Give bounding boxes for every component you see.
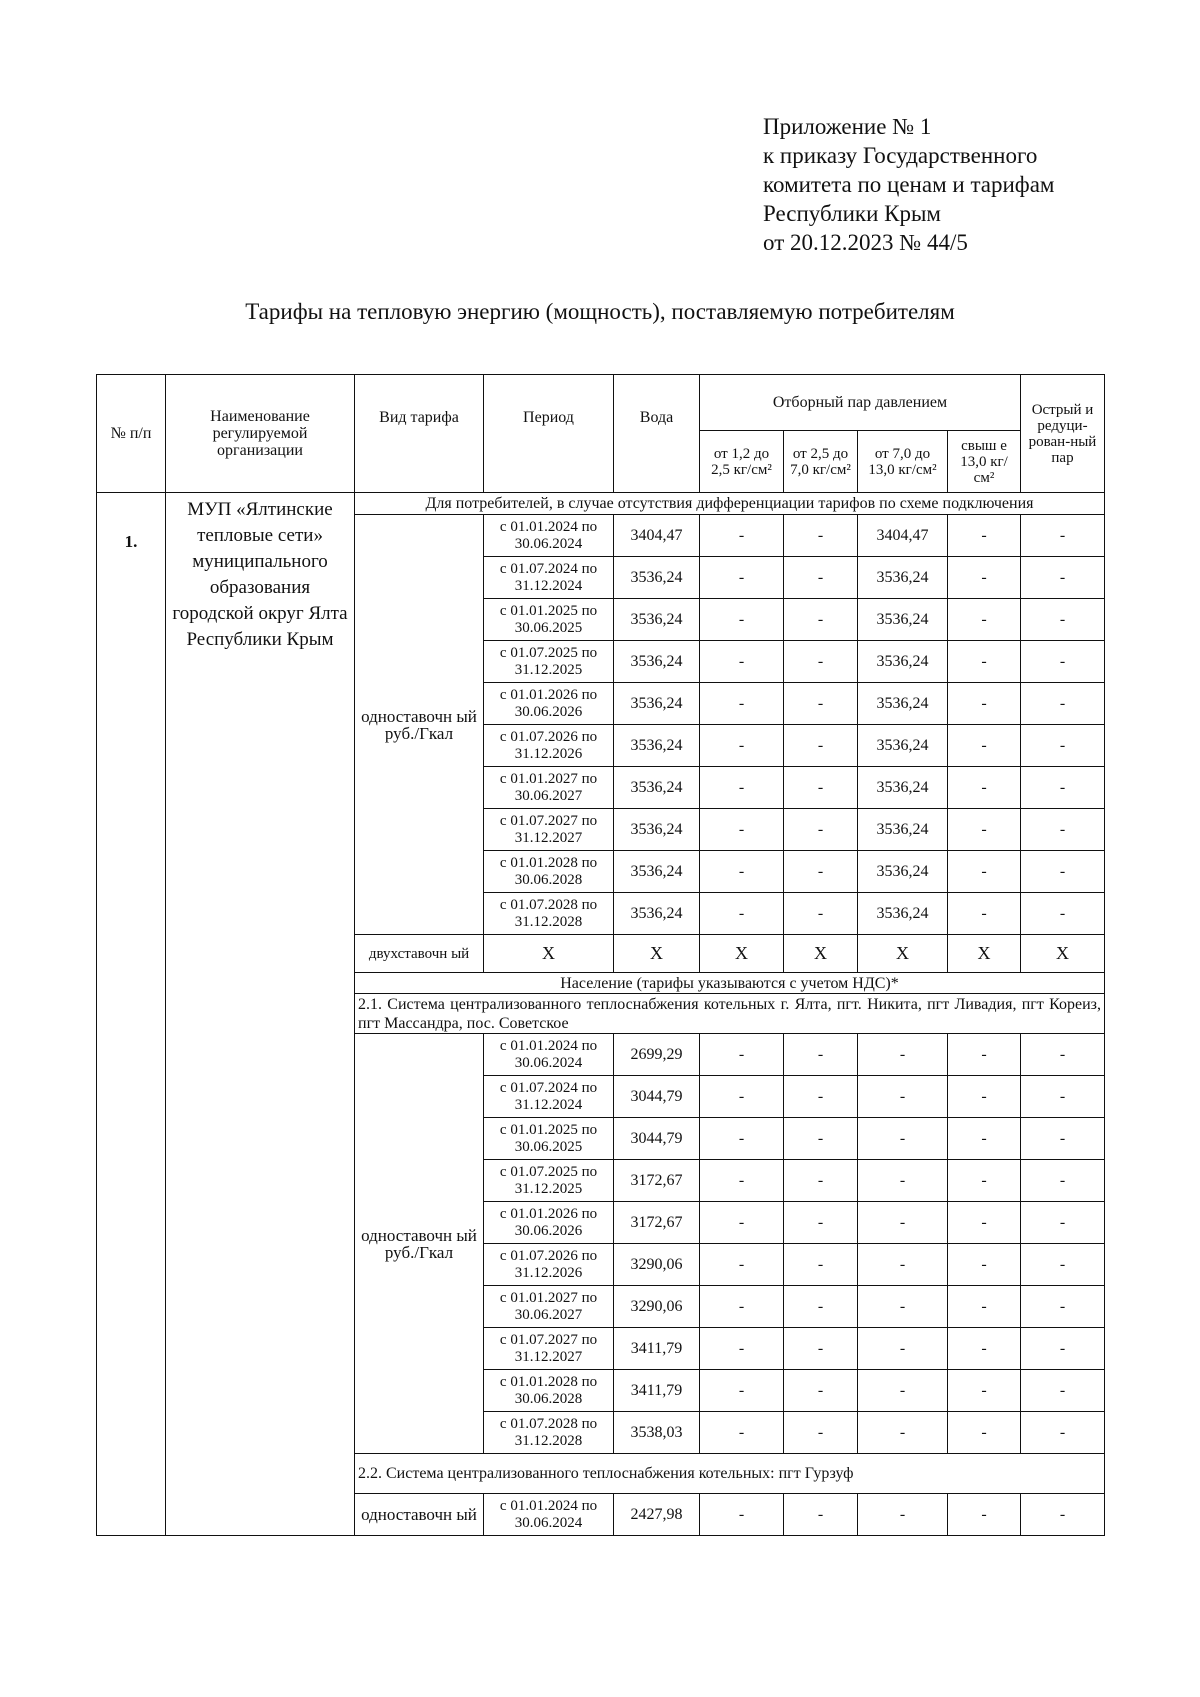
water-tariff-cell: 3044,79 — [614, 1118, 700, 1160]
water-tariff-cell: 3290,06 — [614, 1286, 700, 1328]
steam-tariff-cell: - — [700, 557, 784, 599]
period-cell: с 01.01.2024 по 30.06.2024 — [484, 1034, 614, 1076]
appendix-line: от 20.12.2023 № 44/5 — [763, 230, 968, 255]
steam-tariff-cell: - — [948, 725, 1021, 767]
water-tariff-cell: 3536,24 — [614, 599, 700, 641]
steam-tariff-cell: - — [1021, 1076, 1105, 1118]
section-heading-row — [97, 493, 1105, 515]
steam-tariff-cell: - — [948, 1034, 1021, 1076]
steam-tariff-cell: - — [948, 893, 1021, 935]
steam-tariff-cell: - — [948, 1370, 1021, 1412]
steam-tariff-cell: - — [700, 1202, 784, 1244]
appendix-line: Республики Крым — [763, 201, 941, 226]
steam-tariff-cell: - — [784, 599, 858, 641]
steam-tariff-cell: - — [1021, 1160, 1105, 1202]
header-steam-group: Отборный пар давлением — [700, 375, 1021, 431]
period-cell: с 01.01.2026 по 30.06.2026 — [484, 1202, 614, 1244]
steam-tariff-cell: - — [948, 1286, 1021, 1328]
steam-tariff-cell: - — [700, 767, 784, 809]
steam-tariff-cell: - — [1021, 851, 1105, 893]
water-tariff-cell: 3172,67 — [614, 1160, 700, 1202]
tariff-table — [96, 374, 1105, 1536]
not-applicable-cell: Х — [948, 935, 1021, 973]
header-org: Наименование регулируемой организации — [166, 375, 355, 493]
tariff-type-label: одноставочн ый руб./Гкал — [355, 515, 484, 935]
tariff-type-label: одноставочн ый руб./Гкал — [355, 1034, 484, 1454]
org-name: МУП «Ялтинские тепловые сети» муниципального образования городской округ Ялта Республики Крым — [166, 493, 355, 1536]
steam-tariff-cell: - — [700, 515, 784, 557]
period-cell: с 01.01.2027 по 30.06.2027 — [484, 1286, 614, 1328]
water-tariff-cell: 3536,24 — [614, 725, 700, 767]
water-tariff-cell: 3044,79 — [614, 1076, 700, 1118]
steam-tariff-cell: - — [700, 683, 784, 725]
steam-tariff-cell: - — [784, 1494, 858, 1536]
steam-tariff-cell: 3536,24 — [858, 893, 948, 935]
steam-tariff-cell: - — [858, 1202, 948, 1244]
document-title: Тарифы на тепловую энергию (мощность), поставляемую потребителям — [245, 299, 955, 324]
steam-tariff-cell: - — [948, 1244, 1021, 1286]
steam-tariff-cell: 3536,24 — [858, 599, 948, 641]
steam-tariff-cell: - — [700, 893, 784, 935]
tariff-type-label: двухставочн ый — [355, 935, 484, 973]
not-applicable-cell: Х — [1021, 935, 1105, 973]
steam-tariff-cell: - — [784, 1160, 858, 1202]
steam-tariff-cell: - — [858, 1034, 948, 1076]
steam-tariff-cell: - — [948, 851, 1021, 893]
water-tariff-cell: 3536,24 — [614, 557, 700, 599]
org-number: 1. — [97, 493, 166, 1536]
steam-tariff-cell: - — [948, 557, 1021, 599]
period-cell: с 01.07.2028 по 31.12.2028 — [484, 893, 614, 935]
period-cell: с 01.01.2027 по 30.06.2027 — [484, 767, 614, 809]
period-cell: с 01.07.2027 по 31.12.2027 — [484, 1328, 614, 1370]
not-applicable-cell: Х — [614, 935, 700, 973]
steam-tariff-cell: - — [700, 809, 784, 851]
header-steam-2: от 2,5 до 7,0 кг/см² — [784, 431, 858, 493]
not-applicable-cell: Х — [700, 935, 784, 973]
steam-tariff-cell: - — [948, 599, 1021, 641]
water-tariff-cell: 3538,03 — [614, 1412, 700, 1454]
steam-tariff-cell: - — [784, 1076, 858, 1118]
steam-tariff-cell: 3536,24 — [858, 683, 948, 725]
water-tariff-cell: 3536,24 — [614, 809, 700, 851]
steam-tariff-cell: - — [1021, 1034, 1105, 1076]
period-cell: с 01.01.2028 по 30.06.2028 — [484, 851, 614, 893]
header-steam-3: от 7,0 до 13,0 кг/см² — [858, 431, 948, 493]
steam-tariff-cell: 3536,24 — [858, 557, 948, 599]
period-cell: с 01.01.2028 по 30.06.2028 — [484, 1370, 614, 1412]
water-tariff-cell: 3172,67 — [614, 1202, 700, 1244]
steam-tariff-cell: 3536,24 — [858, 809, 948, 851]
period-cell: с 01.01.2024 по 30.06.2024 — [484, 515, 614, 557]
steam-tariff-cell: - — [700, 1034, 784, 1076]
steam-tariff-cell: - — [784, 893, 858, 935]
steam-tariff-cell: - — [700, 599, 784, 641]
steam-tariff-cell: - — [948, 683, 1021, 725]
steam-tariff-cell: - — [784, 1286, 858, 1328]
steam-tariff-cell: - — [784, 1118, 858, 1160]
steam-tariff-cell: - — [700, 1118, 784, 1160]
steam-tariff-cell: - — [1021, 1494, 1105, 1536]
steam-tariff-cell: - — [700, 1076, 784, 1118]
steam-tariff-cell: - — [700, 1160, 784, 1202]
population-heading: Население (тарифы указываются с учетом НДС)* — [355, 973, 1105, 994]
steam-tariff-cell: - — [948, 641, 1021, 683]
steam-tariff-cell: - — [1021, 725, 1105, 767]
steam-tariff-cell: - — [784, 725, 858, 767]
steam-tariff-cell: - — [1021, 641, 1105, 683]
steam-tariff-cell: 3536,24 — [858, 725, 948, 767]
steam-tariff-cell: 3536,24 — [858, 767, 948, 809]
subsection-heading: 2.1. Система централизованного теплоснабжения котельных г. Ялта, пгт. Никита, пгт Ливадия, пгт Кореиз, пгт Массандра, пос. Советское — [355, 994, 1105, 1034]
steam-tariff-cell: - — [784, 1244, 858, 1286]
steam-tariff-cell: - — [1021, 1244, 1105, 1286]
subsection-heading: 2.2. Система централизованного теплоснабжения котельных: пгт Гурзуф — [355, 1454, 1105, 1494]
steam-tariff-cell: - — [948, 767, 1021, 809]
steam-tariff-cell: - — [1021, 1202, 1105, 1244]
steam-tariff-cell: - — [1021, 893, 1105, 935]
appendix-line: Приложение № 1 — [763, 114, 932, 139]
water-tariff-cell: 2427,98 — [614, 1494, 700, 1536]
steam-tariff-cell: - — [858, 1412, 948, 1454]
steam-tariff-cell: - — [1021, 1286, 1105, 1328]
steam-tariff-cell: - — [784, 809, 858, 851]
period-cell: с 01.07.2025 по 31.12.2025 — [484, 641, 614, 683]
steam-tariff-cell: - — [948, 1076, 1021, 1118]
steam-tariff-cell: - — [1021, 557, 1105, 599]
steam-tariff-cell: - — [948, 1202, 1021, 1244]
steam-tariff-cell: - — [784, 641, 858, 683]
water-tariff-cell: 3536,24 — [614, 683, 700, 725]
steam-tariff-cell: - — [1021, 515, 1105, 557]
period-cell: с 01.07.2028 по 31.12.2028 — [484, 1412, 614, 1454]
steam-tariff-cell: - — [948, 1160, 1021, 1202]
steam-tariff-cell: - — [700, 641, 784, 683]
appendix-line: комитета по ценам и тарифам — [763, 172, 1055, 197]
period-cell: с 01.07.2027 по 31.12.2027 — [484, 809, 614, 851]
period-cell: с 01.01.2024 по 30.06.2024 — [484, 1494, 614, 1536]
steam-tariff-cell: - — [1021, 809, 1105, 851]
steam-tariff-cell: 3536,24 — [858, 851, 948, 893]
header-period: Период — [484, 375, 614, 493]
not-applicable-cell: Х — [784, 935, 858, 973]
steam-tariff-cell: - — [784, 767, 858, 809]
header-steam-4: свыш е 13,0 кг/см² — [948, 431, 1021, 493]
steam-tariff-cell: - — [948, 1328, 1021, 1370]
steam-tariff-cell: - — [1021, 1118, 1105, 1160]
steam-tariff-cell: - — [700, 851, 784, 893]
water-tariff-cell: 3290,06 — [614, 1244, 700, 1286]
steam-tariff-cell: 3536,24 — [858, 641, 948, 683]
header-sharp-steam: Острый и редуци-рован-ный пар — [1021, 375, 1105, 493]
period-cell: с 01.07.2025 по 31.12.2025 — [484, 1160, 614, 1202]
appendix-line: к приказу Государственного — [763, 143, 1038, 168]
steam-tariff-cell: - — [784, 683, 858, 725]
header-num: № п/п — [97, 375, 166, 493]
steam-tariff-cell: - — [858, 1118, 948, 1160]
steam-tariff-cell: - — [784, 557, 858, 599]
steam-tariff-cell: - — [1021, 1412, 1105, 1454]
steam-tariff-cell: - — [700, 725, 784, 767]
not-applicable-cell: Х — [858, 935, 948, 973]
header-tariff-type: Вид тарифа — [355, 375, 484, 493]
period-cell: с 01.01.2025 по 30.06.2025 — [484, 1118, 614, 1160]
water-tariff-cell: 3536,24 — [614, 641, 700, 683]
steam-tariff-cell: - — [1021, 599, 1105, 641]
steam-tariff-cell: - — [858, 1160, 948, 1202]
steam-tariff-cell: - — [700, 1328, 784, 1370]
steam-tariff-cell: - — [784, 1328, 858, 1370]
water-tariff-cell: 3536,24 — [614, 893, 700, 935]
steam-tariff-cell: - — [700, 1494, 784, 1536]
steam-tariff-cell: - — [858, 1286, 948, 1328]
water-tariff-cell: 3536,24 — [614, 767, 700, 809]
header-steam-1: от 1,2 до 2,5 кг/см² — [700, 431, 784, 493]
steam-tariff-cell: - — [948, 1118, 1021, 1160]
steam-tariff-cell: - — [1021, 683, 1105, 725]
period-cell: с 01.01.2025 по 30.06.2025 — [484, 599, 614, 641]
section-heading: Для потребителей, в случае отсутствия дифференциации тарифов по схеме подключения — [355, 493, 1105, 515]
water-tariff-cell: 2699,29 — [614, 1034, 700, 1076]
steam-tariff-cell: - — [784, 1034, 858, 1076]
period-cell: с 01.01.2026 по 30.06.2026 — [484, 683, 614, 725]
period-cell: с 01.07.2024 по 31.12.2024 — [484, 1076, 614, 1118]
water-tariff-cell: 3411,79 — [614, 1328, 700, 1370]
steam-tariff-cell: - — [948, 515, 1021, 557]
steam-tariff-cell: - — [1021, 1370, 1105, 1412]
steam-tariff-cell: - — [858, 1494, 948, 1536]
steam-tariff-cell: - — [784, 515, 858, 557]
period-cell: с 01.07.2024 по 31.12.2024 — [484, 557, 614, 599]
steam-tariff-cell: - — [784, 1370, 858, 1412]
water-tariff-cell: 3404,47 — [614, 515, 700, 557]
steam-tariff-cell: - — [1021, 767, 1105, 809]
steam-tariff-cell: - — [858, 1370, 948, 1412]
steam-tariff-cell: - — [948, 809, 1021, 851]
steam-tariff-cell: - — [858, 1328, 948, 1370]
period-cell: с 01.07.2026 по 31.12.2026 — [484, 1244, 614, 1286]
tariff-type-label: одноставочн ый — [355, 1494, 484, 1536]
water-tariff-cell: 3411,79 — [614, 1370, 700, 1412]
steam-tariff-cell: - — [858, 1076, 948, 1118]
steam-tariff-cell: - — [784, 1412, 858, 1454]
steam-tariff-cell: - — [700, 1286, 784, 1328]
not-applicable-cell: Х — [484, 935, 614, 973]
water-tariff-cell: 3536,24 — [614, 851, 700, 893]
steam-tariff-cell: - — [948, 1412, 1021, 1454]
steam-tariff-cell: 3404,47 — [858, 515, 948, 557]
steam-tariff-cell: - — [948, 1494, 1021, 1536]
steam-tariff-cell: - — [784, 851, 858, 893]
appendix-block — [763, 112, 1054, 257]
steam-tariff-cell: - — [1021, 1328, 1105, 1370]
steam-tariff-cell: - — [700, 1370, 784, 1412]
steam-tariff-cell: - — [784, 1202, 858, 1244]
period-cell: с 01.07.2026 по 31.12.2026 — [484, 725, 614, 767]
steam-tariff-cell: - — [858, 1244, 948, 1286]
steam-tariff-cell: - — [700, 1244, 784, 1286]
header-water: Вода — [614, 375, 700, 493]
steam-tariff-cell: - — [700, 1412, 784, 1454]
